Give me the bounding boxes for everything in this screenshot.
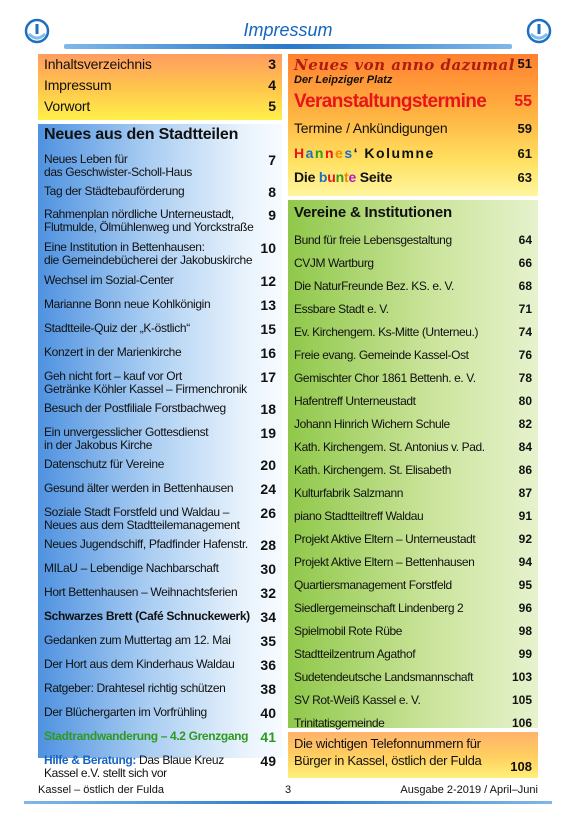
toc-entry[interactable] — [294, 527, 532, 550]
toc-label: Ev. Kirchengem. Ks-Mitte (Unterneu.) — [294, 324, 479, 339]
toc-entry[interactable] — [294, 458, 532, 481]
toc-label-line — [44, 185, 184, 198]
toc-page: 19 — [260, 425, 276, 441]
toc-label: Spielmobil Rote Rübe — [294, 623, 403, 638]
toc-page: 98 — [518, 623, 532, 638]
telefon-box[interactable] — [288, 732, 538, 778]
toc-label-text: Rahmenplan nördliche Unterneustadt, — [44, 207, 234, 221]
toc-label — [44, 538, 248, 551]
toc-entry[interactable] — [44, 153, 276, 184]
toc-page: 12 — [260, 273, 276, 289]
toc-label — [44, 730, 248, 743]
toc-label — [44, 208, 253, 233]
toc-label: Bund für freie Lebensgestaltung — [294, 232, 452, 247]
toc-entry[interactable] — [294, 274, 532, 297]
toc-label — [44, 185, 184, 198]
toc-entry[interactable] — [294, 228, 532, 251]
toc-page: 26 — [260, 505, 276, 521]
toc-entry[interactable] — [294, 56, 532, 76]
toc-label-text: Hort Bettenhausen – Weihnachtsferien — [44, 585, 238, 599]
toc-label-text: MILaU – Lebendige Nachbarschaft — [44, 561, 219, 575]
toc-page: 105 — [511, 692, 532, 707]
toc-entry[interactable] — [44, 706, 276, 729]
toc-page: 9 — [268, 207, 276, 223]
bunte-letter: u — [327, 169, 336, 185]
hannes-letter: s — [344, 145, 354, 161]
toc-page: 41 — [260, 729, 276, 745]
hannes-letter: n — [314, 145, 325, 161]
footer-right: Ausgabe 2-2019 / April–Juni — [400, 784, 538, 796]
toc-page: 92 — [518, 531, 532, 546]
toc-entry[interactable] — [44, 586, 276, 609]
toc-page: 71 — [518, 301, 532, 316]
header-title: Impressum — [243, 20, 333, 40]
toc-entry[interactable] — [294, 550, 532, 573]
toc-label — [44, 458, 164, 471]
toc-label-line — [44, 298, 210, 311]
toc-label — [44, 682, 226, 695]
toc-label-line — [44, 426, 208, 439]
hannes-word — [294, 145, 354, 161]
toc-label-text: Geh nicht fort – kauf vor Ort — [44, 369, 182, 383]
stadtteile-list — [44, 153, 276, 784]
toc-label — [44, 298, 210, 311]
toc-label — [44, 402, 226, 415]
toc-label-text: Gesund älter werden in Bettenhausen — [44, 481, 234, 495]
toc-page: 5 — [268, 98, 276, 114]
bunte-pre: Die — [294, 169, 319, 185]
toc-label — [44, 658, 234, 671]
toc-page: 86 — [518, 462, 532, 477]
toc-label-text: Das Blaue Kreuz — [136, 753, 224, 767]
toc-entry[interactable] — [44, 274, 276, 297]
toc-entry[interactable] — [44, 402, 276, 425]
toc-label-line — [44, 682, 226, 695]
toc-page: 66 — [518, 255, 532, 270]
toc-label-text: Stadtteile-Quiz der „K-östlich“ — [44, 321, 190, 335]
toc-page: 68 — [518, 278, 532, 293]
toc-label-line: Getränke Köhler Kassel – Firmenchronik — [44, 381, 247, 396]
toc-label-line — [44, 754, 224, 767]
toc-entry[interactable] — [294, 389, 532, 412]
toc-label-text: Ein unvergesslicher Gottesdienst — [44, 425, 209, 439]
toc-label-text: Der Blüchergarten im Vorfrühling — [44, 705, 207, 719]
toc-label — [44, 586, 237, 599]
toc-subtitle: Der Leipziger Platz — [294, 74, 393, 86]
toc-page: 36 — [260, 657, 276, 673]
hannes-letter: n — [324, 145, 336, 161]
toc-label: Kath. Kirchengem. St. Antonius v. Pad. — [294, 439, 485, 454]
toc-page: 34 — [260, 609, 276, 625]
toc-label-line — [44, 274, 173, 287]
toc-page: 63 — [517, 169, 532, 185]
toc-label-line — [44, 458, 164, 471]
vereine-box — [288, 200, 538, 728]
toc-label-text: Tag der Städtebauförderung — [44, 184, 185, 198]
toc-entry[interactable] — [294, 504, 532, 527]
toc-entry[interactable] — [294, 573, 532, 596]
toc-entry[interactable] — [44, 754, 276, 784]
toc-page: 30 — [260, 561, 276, 577]
toc-label-text: Stadtrandwanderung – 4.2 Grenzgang — [44, 729, 249, 743]
footer-rule — [24, 801, 552, 804]
toc-page: 59 — [517, 120, 532, 136]
toc-page: 96 — [518, 600, 532, 615]
toc-page: 94 — [518, 554, 532, 569]
toc-entry[interactable] — [294, 619, 532, 642]
toc-page: 80 — [518, 393, 532, 408]
toc-label-text: Eine Institution in Bettenhausen: — [44, 240, 205, 254]
toc-label-text: Gedanken zum Muttertag am 12. Mai — [44, 633, 231, 647]
toc-entry[interactable] — [294, 435, 532, 458]
toc-label: SV Rot-Weiß Kassel e. V. — [294, 692, 421, 707]
toc-label: CVJM Wartburg — [294, 255, 374, 270]
toc-entry[interactable] — [294, 596, 532, 619]
toc-label-text: Ratgeber: Drahtesel richtig schützen — [44, 681, 226, 695]
toc-label — [44, 153, 192, 178]
toc-page: 4 — [268, 77, 276, 93]
intro-box — [38, 54, 282, 120]
vereine-list — [294, 228, 532, 734]
toc-label-text: Marianne Bonn neue Kohlkönigin — [44, 297, 211, 311]
toc-label — [44, 274, 173, 287]
toc-label: Hafentreff Unterneustadt — [294, 393, 416, 408]
toc-label: Die NaturFreunde Bez. KS. e. V. — [294, 278, 454, 293]
logo-icon — [24, 18, 50, 44]
toc-entry[interactable] — [44, 426, 276, 457]
toc-label: Johann Hinrich Wichern Schule — [294, 416, 450, 431]
toc-label-line — [44, 706, 207, 719]
toc-label-highlight: Hilfe & Beratung: — [44, 753, 137, 767]
toc-entry[interactable] — [44, 56, 276, 77]
toc-label-line — [44, 322, 190, 335]
toc-label — [44, 634, 231, 647]
toc-page: 103 — [511, 669, 532, 684]
toc-label: Impressum — [44, 77, 112, 93]
toc-label — [294, 145, 435, 161]
toc-entry[interactable] — [44, 322, 276, 345]
hannes-letter: a — [305, 145, 315, 161]
toc-label: Termine / Ankündigungen — [294, 120, 448, 136]
page-header — [24, 18, 552, 50]
toc-label: Inhaltsverzeichnis — [44, 56, 152, 72]
bunte-post: Seite — [356, 169, 393, 185]
toc-page: 82 — [518, 416, 532, 431]
toc-label-line — [44, 634, 231, 647]
toc-label: Bürger in Kassel, östlich der Fulda — [294, 753, 482, 768]
toc-entry[interactable] — [294, 366, 532, 389]
hannes-letter: e — [335, 145, 345, 161]
toc-entry[interactable] — [44, 370, 276, 401]
logo-icon — [526, 18, 552, 44]
toc-label — [294, 169, 392, 185]
toc-label — [44, 610, 250, 623]
toc-page: 16 — [260, 345, 276, 361]
toc-page: 95 — [518, 577, 532, 592]
bunte-letter: b — [318, 169, 328, 185]
toc-page: 18 — [260, 401, 276, 417]
toc-label-line — [44, 346, 181, 359]
toc-label — [44, 754, 224, 779]
toc-label-text: Neues Jugendschiff, Pfadfinder Hafenstr. — [44, 537, 248, 551]
toc-entry[interactable] — [294, 115, 532, 141]
toc-page: 35 — [260, 633, 276, 649]
toc-label-text: Neues Leben für — [44, 152, 128, 166]
toc-page: 91 — [518, 508, 532, 523]
toc-label: Sudetendeutsche Landsmannschaft — [294, 669, 474, 684]
stadtteile-box — [38, 124, 282, 780]
toc-entry[interactable] — [44, 482, 276, 505]
toc-label-line — [44, 402, 226, 415]
toc-page: 51 — [517, 56, 532, 71]
toc-label-text: Soziale Stadt Forstfeld und Waldau – — [44, 505, 230, 519]
toc-entry[interactable] — [294, 297, 532, 320]
hannes-suffix: ‘ Kolumne — [353, 145, 435, 161]
toc-page: 10 — [260, 240, 276, 256]
toc-entry[interactable] — [294, 141, 532, 165]
toc-label-line: Neues aus dem Stadtteilemanagement — [44, 517, 240, 532]
toc-label — [44, 346, 181, 359]
toc-entry[interactable] — [44, 506, 276, 537]
toc-entry[interactable] — [44, 610, 276, 633]
toc-entry[interactable] — [44, 730, 276, 753]
toc-label-text: Der Hort aus dem Kinderhaus Waldau — [44, 657, 235, 671]
toc-entry[interactable] — [44, 298, 276, 321]
toc-label: Stadtteilzentrum Agathof — [294, 646, 416, 661]
toc-label: Projekt Aktive Eltern – Bettenhausen — [294, 554, 475, 569]
toc-page: 7 — [268, 152, 276, 168]
toc-page: 32 — [260, 585, 276, 601]
toc-label-line: Flutmulde, Ölmühlenweg und Yorckstraße — [44, 219, 254, 234]
toc-label-line — [44, 506, 240, 519]
toc-entry[interactable] — [294, 89, 532, 115]
toc-entry[interactable] — [44, 98, 276, 119]
toc-label-line — [44, 586, 237, 599]
toc-label — [44, 506, 240, 531]
toc-page: 15 — [260, 321, 276, 337]
toc-label-text: Konzert in der Marienkirche — [44, 345, 182, 359]
toc-label-line — [44, 562, 219, 575]
toc-label-text: Datenschutz für Vereine — [44, 457, 165, 471]
toc-page: 55 — [514, 93, 532, 110]
toc-entry[interactable] — [44, 538, 276, 561]
footer-left: Kassel – östlich der Fulda — [38, 784, 164, 796]
toc-entry[interactable] — [44, 208, 276, 240]
bunte-letter: e — [348, 169, 357, 185]
toc-page: 28 — [260, 537, 276, 553]
toc-entry[interactable] — [294, 320, 532, 343]
toc-label-text: Besuch der Postfiliale Forstbachweg — [44, 401, 226, 415]
toc-page: 38 — [260, 681, 276, 697]
toc-entry[interactable] — [44, 185, 276, 207]
toc-label: Siedlergemeinschaft Lindenberg 2 — [294, 600, 464, 615]
events-box — [288, 54, 538, 196]
toc-page: 76 — [518, 347, 532, 362]
toc-entry[interactable] — [44, 77, 276, 98]
toc-entry[interactable] — [44, 682, 276, 705]
page-footer — [24, 784, 552, 798]
toc-page: 49 — [260, 753, 276, 769]
toc-page: 3 — [268, 56, 276, 72]
toc-page: 8 — [268, 184, 276, 200]
toc-entry[interactable] — [44, 346, 276, 369]
toc-entry[interactable] — [44, 634, 276, 657]
toc-label-line — [44, 370, 247, 383]
toc-page: 24 — [260, 481, 276, 497]
toc-entry[interactable] — [294, 412, 532, 435]
toc-entry[interactable] — [294, 165, 532, 189]
toc-entry[interactable] — [294, 665, 532, 688]
toc-label-line — [44, 538, 248, 551]
page-number: 3 — [284, 784, 292, 796]
toc-label-text: Schwarzes Brett (Café Schnuckewerk) — [44, 609, 250, 623]
section-heading: Vereine & Institutionen — [294, 204, 452, 221]
bunte-word — [319, 169, 356, 185]
toc-label: Die wichtigen Telefonnummern für — [294, 736, 481, 751]
toc-entry[interactable] — [294, 343, 532, 366]
toc-page: 78 — [518, 370, 532, 385]
toc-label: Quartiersmanagement Forstfeld — [294, 577, 452, 592]
hannes-letter: H — [294, 145, 306, 161]
toc-entry[interactable] — [294, 688, 532, 711]
toc-label: Neues von anno dazumal — [294, 56, 515, 74]
toc-entry[interactable] — [294, 481, 532, 504]
toc-label-line — [44, 658, 234, 671]
toc-page: 13 — [260, 297, 276, 313]
toc-page: 74 — [518, 324, 532, 339]
toc-entry[interactable] — [44, 562, 276, 585]
toc-label — [44, 322, 190, 335]
toc-entry[interactable] — [44, 658, 276, 681]
toc-label: Veranstaltungstermine — [294, 91, 487, 112]
bunte-letter: t — [343, 169, 349, 185]
toc-page: 61 — [517, 145, 532, 161]
toc-entry[interactable] — [44, 241, 276, 273]
toc-entry[interactable] — [294, 711, 532, 734]
toc-label: Kulturfabrik Salzmann — [294, 485, 403, 500]
toc-label — [44, 562, 219, 575]
toc-label-line: Kassel e.V. stellt sich vor — [44, 765, 167, 780]
toc-page: 99 — [518, 646, 532, 661]
bunte-letter: n — [335, 169, 344, 185]
toc-label — [44, 482, 233, 495]
header-rule — [64, 44, 512, 49]
toc-label — [44, 426, 208, 451]
toc-label: Freie evang. Gemeinde Kassel-Ost — [294, 347, 469, 362]
toc-label-line — [44, 730, 248, 743]
toc-label — [44, 706, 207, 719]
toc-page: 87 — [518, 485, 532, 500]
toc-page: 84 — [518, 439, 532, 454]
toc-label-line — [44, 610, 250, 623]
toc-entry[interactable] — [294, 251, 532, 274]
toc-label-line: das Geschwister-Scholl-Haus — [44, 164, 192, 179]
toc-label — [44, 241, 252, 266]
toc-label-line — [44, 153, 192, 166]
toc-entry[interactable] — [44, 458, 276, 481]
toc-page: 40 — [260, 705, 276, 721]
toc-label: piano Stadtteiltreff Waldau — [294, 508, 424, 523]
toc-page: 17 — [260, 369, 276, 385]
toc-entry[interactable] — [294, 642, 532, 665]
toc-page: 64 — [518, 232, 532, 247]
toc-label — [44, 370, 247, 395]
toc-label: Vorwort — [44, 98, 91, 114]
toc-page: 108 — [510, 759, 532, 774]
toc-label-line: die Gemeindebücherei der Jakobuskirche — [44, 252, 253, 267]
toc-label-text: Wechsel im Sozial-Center — [44, 273, 174, 287]
toc-label: Gemischter Chor 1861 Bettenh. e. V. — [294, 370, 476, 385]
toc-page: 20 — [260, 457, 276, 473]
toc-label-line — [44, 241, 252, 254]
toc-label-line: in der Jakobus Kirche — [44, 437, 153, 452]
toc-page: 106 — [511, 715, 532, 730]
section-heading: Neues aus den Stadtteilen — [44, 126, 239, 143]
toc-label-line — [44, 482, 233, 495]
toc-label: Essbare Stadt e. V. — [294, 301, 389, 316]
toc-label: Projekt Aktive Eltern – Unterneustadt — [294, 531, 476, 546]
toc-label: Kath. Kirchengem. St. Elisabeth — [294, 462, 452, 477]
toc-label: Trinitatisgemeinde — [294, 715, 385, 730]
toc-label-line — [44, 208, 253, 221]
